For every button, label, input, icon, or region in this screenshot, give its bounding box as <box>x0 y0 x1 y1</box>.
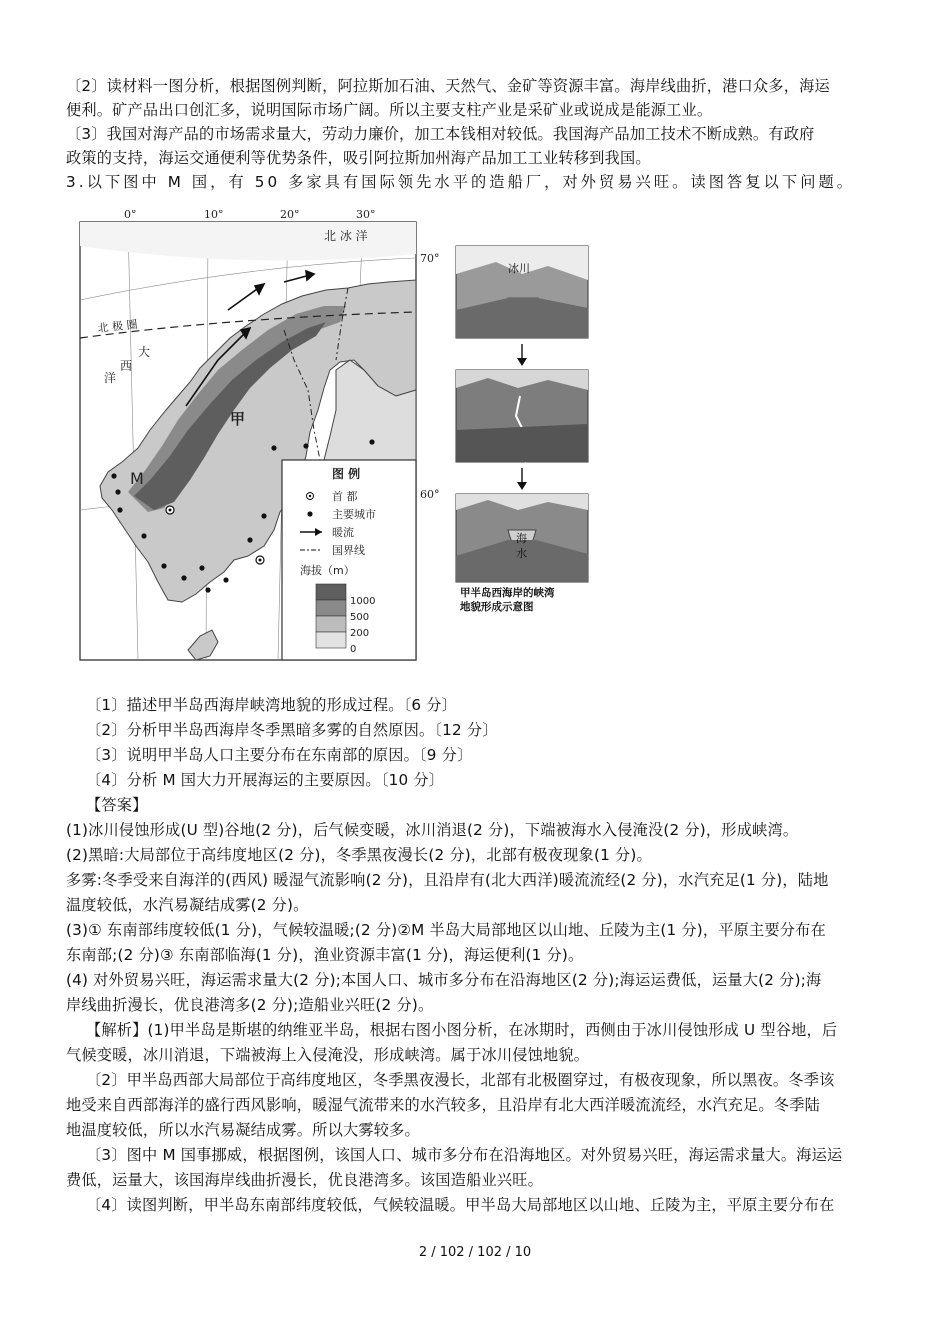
answer-heading: 【答案】 <box>86 796 148 814</box>
diagram-caption: 甲半岛西海岸的峡湾 <box>460 587 555 599</box>
legend <box>282 460 416 660</box>
atlantic-label: 西 <box>120 359 133 373</box>
lon-label: 10° <box>204 210 224 221</box>
question-line: 〔2〕分析甲半岛西海岸冬季黑暗多雾的自然原因。〔12 分〕 <box>86 721 498 739</box>
legend-item: 国界线 <box>332 544 365 557</box>
question-line: 〔4〕分析 M 国大力开展海运的主要原因。〔10 分〕 <box>86 771 445 789</box>
map-svg <box>78 210 618 665</box>
sea-label: 水 <box>516 547 527 560</box>
elev-label: 500 <box>350 612 370 623</box>
answer-line: (3)① 东南部纬度较低(1 分)，气候较温暖;(2 分)②M 半岛大局部地区以山地、丘陵为主(1 分)，平原主要分布在 <box>66 921 826 939</box>
answer-line: 岸线曲折漫长，优良港湾多(2 分);造船业兴旺(2 分)。 <box>66 996 434 1014</box>
glacier-label: 冰川 <box>508 262 530 275</box>
legend-item: 首 都 <box>332 490 358 503</box>
lat-label: 70° <box>420 252 440 265</box>
answer-line: 温度较低，水汽易凝结成雾(2 分)。 <box>66 896 309 914</box>
analysis-line: 【解析】(1)甲半岛是斯堪的纳维亚半岛，根据右图小图分析，在冰期时，西侧由于冰川侵蚀形成 U 型谷地，后 <box>86 1021 838 1039</box>
lon-label: 0° <box>124 210 137 221</box>
lon-label: 20° <box>280 210 300 221</box>
text-line: 〔2〕读材料一图分析，根据图例判断，阿拉斯加石油、天然气、金矿等资源丰富。海岸线曲折，港口众多，海运 <box>66 77 830 95</box>
answer-line: (1)冰川侵蚀形成(U 型)谷地(2 分)，后气候变暖，冰川消退(2 分)，下端被海水入侵淹没(2 分)，形成峡湾。 <box>66 821 799 839</box>
answer-line: 东南部;(2 分)③ 东南部临海(1 分)，渔业资源丰富(1 分)，海运便利(1 分)。 <box>66 946 584 964</box>
peninsula-label: 甲 <box>230 410 246 428</box>
fjord-diagram <box>456 246 588 613</box>
lon-label: 30° <box>356 210 376 221</box>
elev-label: 0 <box>350 644 357 655</box>
text-line: 政策的支持，海运交通便利等优势条件，吸引阿拉斯加州海产品加工工业转移到我国。 <box>66 149 651 167</box>
answer-line: (2)黑暗:大局部位于高纬度地区(2 分)，冬季黑夜漫长(2 分)，北部有极夜现象(1 分)。 <box>66 846 652 864</box>
analysis-line: 〔3〕图中 M 国事挪威，根据图例，该国人口、城市多分布在沿海地区。对外贸易兴旺，海运需求量大。海运运 <box>86 1146 843 1164</box>
question-heading: 3.以下图中 M 国，有 50 多家具有国际领先水平的造船厂，对外贸易兴旺。读图答复以下问题。 <box>66 173 856 191</box>
page-footer: 2 / 102 / 102 / 10 <box>418 1245 532 1260</box>
diagram-caption: 地貌形成示意图 <box>460 601 534 613</box>
atlantic-label: 洋 <box>104 371 117 385</box>
arctic-circle-label: 北 极 圈 <box>96 317 139 335</box>
legend-item: 暖流 <box>332 526 354 539</box>
analysis-line: 地受来自西部海洋的盛行西风影响，暖湿气流带来的水汽较多，且沿岸有北大西洋暖流流经，水汽充足。冬季陆 <box>66 1096 820 1114</box>
map-figure <box>78 210 618 665</box>
analysis-line: 地温度较低，所以水汽易凝结成雾。所以大雾较多。 <box>66 1121 420 1139</box>
question-line: 〔1〕描述甲半岛西海岸峡湾地貌的形成过程。〔6 分〕 <box>86 696 458 714</box>
analysis-line: 气候变暖，冰川消退，下端被海上入侵淹没，形成峡湾。属于冰川侵蚀地貌。 <box>66 1046 590 1064</box>
question-line: 〔3〕说明甲半岛人口主要分布在东南部的原因。〔9 分〕 <box>86 746 473 764</box>
analysis-line: 费低，运量大，该国海岸线曲折漫长，优良港湾多。该国造船业兴旺。 <box>66 1171 544 1189</box>
sea-label: 海 <box>516 532 527 545</box>
country-label: M <box>130 469 144 488</box>
atlantic-label: 大 <box>138 345 151 359</box>
text-line: 便利。矿产品出口创汇多，说明国际市场广阔。所以主要支柱产业是采矿业或说成是能源工业。 <box>66 101 713 119</box>
legend-item: 主要城市 <box>332 508 376 521</box>
analysis-line: 〔2〕甲半岛西部大局部位于高纬度地区，冬季黑夜漫长，北部有北极圈穿过，有极夜现象，所以黑夜。冬季该 <box>86 1071 835 1089</box>
legend-elev-title: 海拔（m） <box>300 564 355 577</box>
answer-line: 多雾:冬季受来自海洋的(西风) 暖湿气流影响(2 分)，且沿岸有(北大西洋)暖流流经(2 分)，水汽充足(1 分)，陆地 <box>66 871 829 889</box>
elev-label: 200 <box>350 628 370 639</box>
ocean-label: 北 冰 洋 <box>324 229 368 243</box>
legend-title: 图 例 <box>332 467 361 481</box>
analysis-line: 〔4〕读图判断，甲半岛东南部纬度较低，气候较温暖。甲半岛大局部地区以山地、丘陵为主，平原主要分布在 <box>86 1196 835 1214</box>
lat-label: 60° <box>420 488 440 501</box>
text-line: 〔3〕我国对海产品的市场需求量大，劳动力廉价，加工本钱相对较低。我国海产品加工技术不断成熟。有政府 <box>66 125 815 143</box>
elev-label: 1000 <box>350 596 376 607</box>
answer-line: (4) 对外贸易兴旺，海运需求量大(2 分);本国人口、城市多分布在沿海地区(2 分);海运运费低，运量大(2 分);海 <box>66 971 822 989</box>
